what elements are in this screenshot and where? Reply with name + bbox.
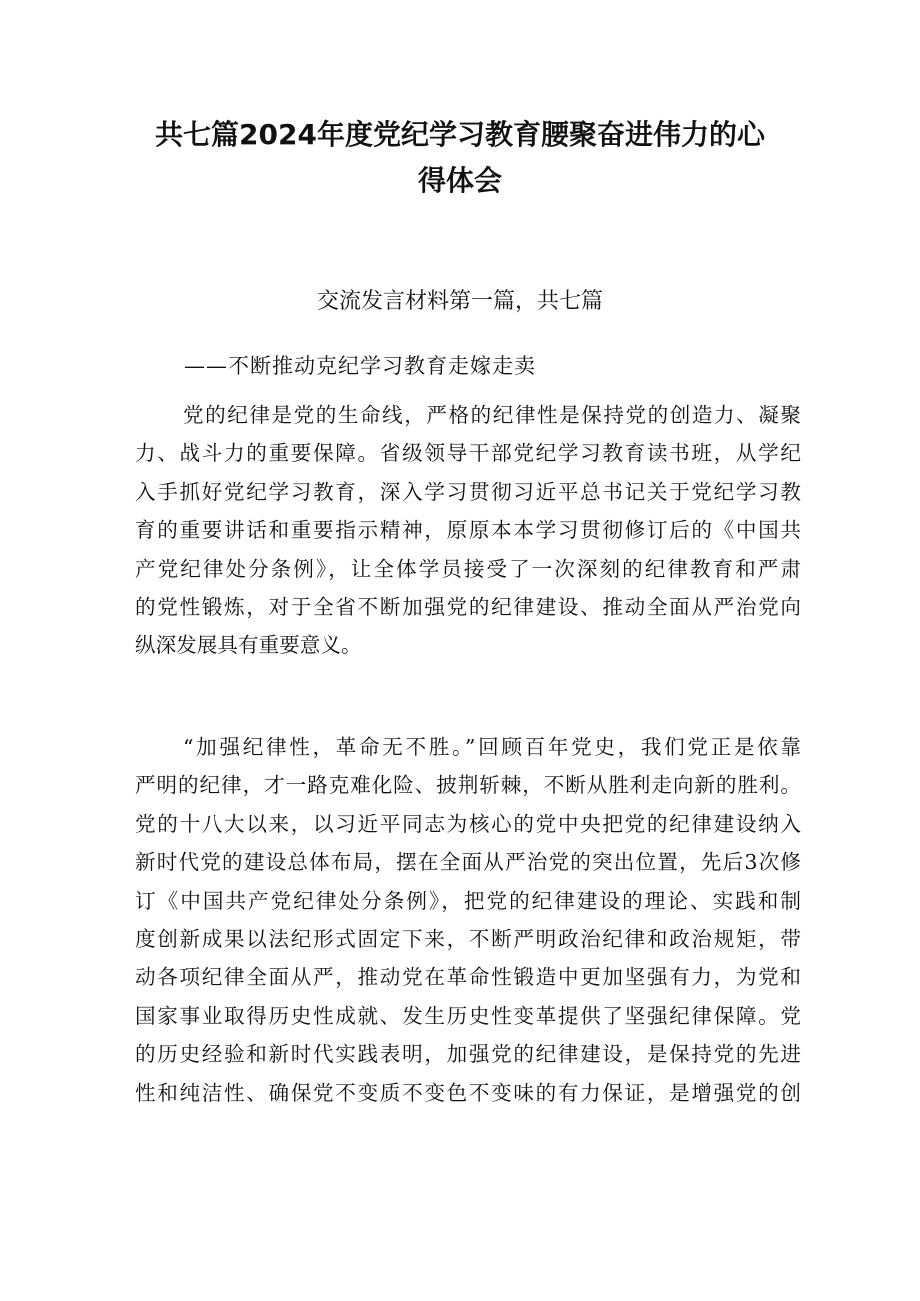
paragraph-1 <box>135 396 801 665</box>
title-line-2: 得体会 <box>417 164 502 197</box>
paragraph-line: 严明的纪律，才一路克难化险、披荆斩棘，不断从胜利走向新的胜利。 <box>135 773 801 798</box>
document-tagline: ——不断推动克纪学习教育走嫁走卖 <box>184 354 536 378</box>
paragraph-line: 的历史经验和新时代实践表明，加强党的纪律建设，是保持党的先进 <box>135 1042 801 1067</box>
paragraph-line: 动各项纪律全面从严，推动党在革命性锻造中更加坚强有力，为党和 <box>135 965 801 990</box>
paragraph-line: 新时代党的建设总体布局，摆在全面从严治党的突出位置，先后3次修 <box>135 850 801 875</box>
paragraph-line: 力、战斗力的重要保障。省级领导干部党纪学习教育读书班，从学纪 <box>135 441 801 466</box>
paragraph-line: 纵深发展具有重要意义。 <box>135 633 362 658</box>
paragraph-2 <box>135 728 801 1112</box>
paragraph-line: 度创新成果以法纪形式固定下来，不断严明政治纪律和政治规矩，带 <box>135 926 801 951</box>
paragraph-line: 入手抓好党纪学习教育，深入学习贯彻习近平总书记关于党纪学习教 <box>135 479 801 504</box>
title-line-1: 共七篇2024年度党纪学习教育腰聚奋进伟力的心 <box>155 118 765 151</box>
paragraph-line: 党的纪律是党的生命线，严格的纪律性是保持党的创造力、凝聚 <box>183 403 801 427</box>
document-subtitle: 交流发言材料第一篇，共七篇 <box>316 289 603 314</box>
document-title <box>0 112 920 204</box>
paragraph-line: 性和纯洁性、确保党不变质不变色不变味的有力保证，是增强党的创 <box>135 1080 801 1105</box>
paragraph-line: 育的重要讲话和重要指示精神，原原本本学习贯彻修订后的《中国共 <box>135 518 801 543</box>
paragraph-line: 产党纪律处分条例》，让全体学员接受了一次深刻的纪律教育和严肃 <box>135 556 801 581</box>
paragraph-line: 订《中国共产党纪律处分条例》，把党的纪律建设的理论、实践和制 <box>135 888 801 913</box>
paragraph-line: 党的十八大以来，以习近平同志为核心的党中央把党的纪律建设纳入 <box>135 811 801 836</box>
paragraph-line: 国家事业取得历史性成就、发生历史性变革提供了坚强纪律保障。党 <box>135 1003 801 1028</box>
paragraph-line: 的党性锻炼，对于全省不断加强党的纪律建设、推动全面从严治党向 <box>135 594 801 619</box>
paragraph-line: “加强纪律性，革命无不胜。”回顾百年党史，我们党正是依靠 <box>183 735 801 759</box>
